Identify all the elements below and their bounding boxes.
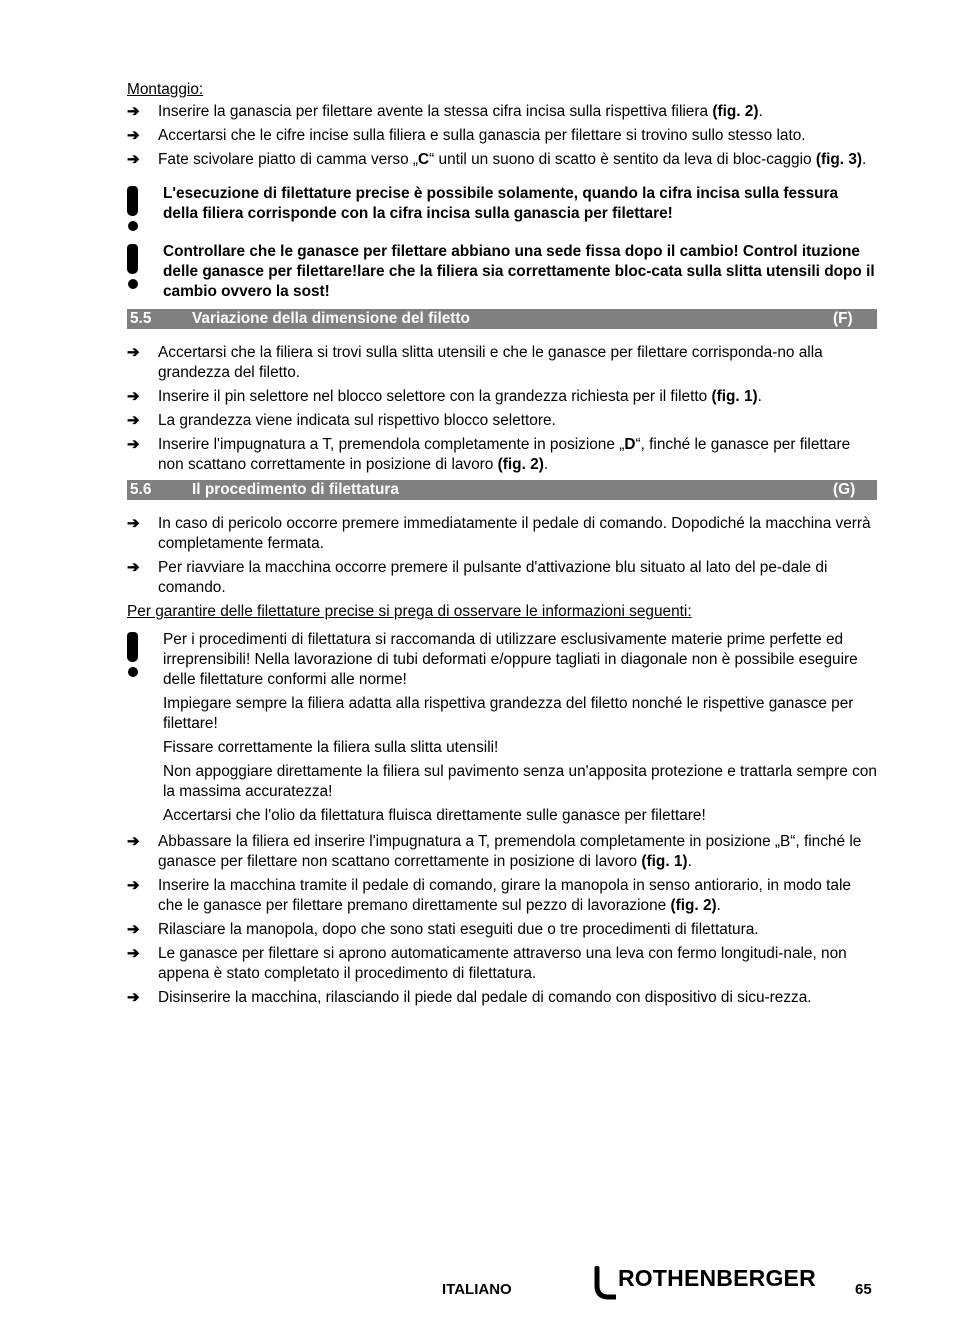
note-text: Impiegare sempre la filiera adatta alla rispettiva grandezza del filetto nonché le rispettive ganasce per filettare! xyxy=(163,695,854,732)
arrow-right-icon: ➔ xyxy=(127,833,140,850)
list-item: ➔ La grandezza viene indicata sul rispettivo blocco selettore. xyxy=(127,412,556,429)
list-item: ➔ Fate scivolare piatto di camma verso „C“ until un suono di scatto è sentito da leva di bloc-caggio (fig. 3). xyxy=(127,151,867,168)
list-item: ➔ In caso di pericolo occorre premere immediatamente il pedale di comando. Dopodiché la macchina verrà completamente fermata. xyxy=(127,515,871,552)
notes-heading: Per garantire delle filettature precise si prega di osservare le informazioni seguenti: xyxy=(127,603,692,620)
arrow-right-icon: ➔ xyxy=(127,151,140,168)
warning-block xyxy=(127,184,877,228)
section-title: Il procedimento di filettatura xyxy=(192,481,399,498)
warning-block xyxy=(127,242,877,302)
list-item: ➔ Abbassare la filiera ed inserire l'impugnatura a T, premendola completamente in posizione „B“, finché le ganasce per filettare non scattano correttamente in posizione di lavoro (fig. 1). xyxy=(127,833,862,870)
warning-text: L'esecuzione di filettature precise è possibile solamente, quando la cifra incisa sulla fessura della filiera corrisponde con la cifra incisa sulla ganascia per filettare! xyxy=(163,185,839,222)
section-header-5-5: 5.5 Variazione della dimensione del filetto (F) xyxy=(127,309,877,329)
note-text: Per i procedimenti di filettatura si raccomanda di utilizzare esclusivamente materie prime perfette ed irreprensibili! Nella lavorazione di tubi deformati e/oppure tagliati in diagonale non è possibile eseguire delle filettature conformi alle norme! xyxy=(163,631,858,688)
list-item: ➔ Accertarsi che la filiera si trovi sulla slitta utensili e che le ganasce per filettare corrisponda-no alla grandezza del filetto. xyxy=(127,344,823,381)
list-item: ➔ Inserire il pin selettore nel blocco selettore con la grandezza richiesta per il filetto (fig. 1). xyxy=(127,388,762,405)
arrow-right-icon: ➔ xyxy=(127,103,140,120)
note-text: Non appoggiare direttamente la filiera sul pavimento senza un'apposita protezione e trattarla sempre con la massima accuratezza! xyxy=(163,763,877,800)
note-text: Accertarsi che l'olio da filettatura fluisca direttamente sulle ganasce per filettare! xyxy=(163,807,706,824)
section-header-5-6: 5.6 Il procedimento di filettatura (G) xyxy=(127,480,877,500)
brand-logo xyxy=(594,1266,816,1302)
arrow-right-icon: ➔ xyxy=(127,945,140,962)
footer-language: ITALIANO xyxy=(442,1281,512,1298)
list-item: ➔ Le ganasce per filettare si aprono automaticamente attraverso una leva con fermo longitudi-nale, non appena è stato completato il procedimento di filettatura. xyxy=(127,945,847,982)
arrow-right-icon: ➔ xyxy=(127,877,140,894)
list-item: ➔ Accertarsi che le cifre incise sulla filiera e sulla ganascia per filettare si trovino sullo stesso lato. xyxy=(127,127,806,144)
arrow-right-icon: ➔ xyxy=(127,921,140,938)
arrow-right-icon: ➔ xyxy=(127,436,140,453)
list-item: ➔ Per riavviare la macchina occorre premere il pulsante d'attivazione blu situato al lato del pe-dale di comando. xyxy=(127,559,828,596)
warning-text: Controllare che le ganasce per filettare abbiano una sede fissa dopo il cambio! Control ituzione delle ganasce per filettare!lare che la filiera sia correttamente bloc-cata sulla slitta utensili dopo il cambio ovvero la sost! xyxy=(163,243,875,300)
arrow-right-icon: ➔ xyxy=(127,559,140,576)
arrow-right-icon: ➔ xyxy=(127,127,140,144)
section-title: Variazione della dimensione del filetto xyxy=(192,310,470,327)
exclamation-icon xyxy=(127,242,163,302)
mounting-heading: Montaggio: xyxy=(127,81,204,98)
exclamation-icon xyxy=(127,630,163,830)
exclamation-icon xyxy=(127,184,163,228)
logo-swoosh-icon xyxy=(594,1266,616,1300)
figure-tag: (F) xyxy=(833,310,853,327)
list-item: ➔ Rilasciare la manopola, dopo che sono stati eseguiti due o tre procedimenti di filettatura. xyxy=(127,921,759,938)
note-text: Fissare correttamente la filiera sulla slitta utensili! xyxy=(163,739,499,756)
brand-name: ROTHENBERGER xyxy=(618,1265,816,1291)
list-item: ➔ Inserire la macchina tramite il pedale di comando, girare la manopola in senso antiorario, in modo tale che le ganasce per filettare premano direttamente sul pezzo di lavorazione (fig. 2). xyxy=(127,877,851,914)
list-item: ➔ Disinserire la macchina, rilasciando il piede dal pedale di comando con dispositivo di sicu-rezza. xyxy=(127,989,812,1006)
page-number: 65 xyxy=(855,1281,872,1298)
arrow-right-icon: ➔ xyxy=(127,412,140,429)
figure-tag: (G) xyxy=(833,481,856,498)
arrow-right-icon: ➔ xyxy=(127,344,140,361)
arrow-right-icon: ➔ xyxy=(127,515,140,532)
warning-block xyxy=(127,630,877,830)
list-item: ➔ Inserire la ganascia per filettare avente la stessa cifra incisa sulla rispettiva filiera (fig. 2). xyxy=(127,103,763,120)
list-item: ➔ Inserire l'impugnatura a T, premendola completamente in posizione „D“, finché le ganasce per filettare non scattano correttamente in posizione di lavoro (fig. 2). xyxy=(127,436,851,473)
page-footer xyxy=(0,1266,954,1306)
page-content xyxy=(127,80,877,1012)
arrow-right-icon: ➔ xyxy=(127,388,140,405)
arrow-right-icon: ➔ xyxy=(127,989,140,1006)
